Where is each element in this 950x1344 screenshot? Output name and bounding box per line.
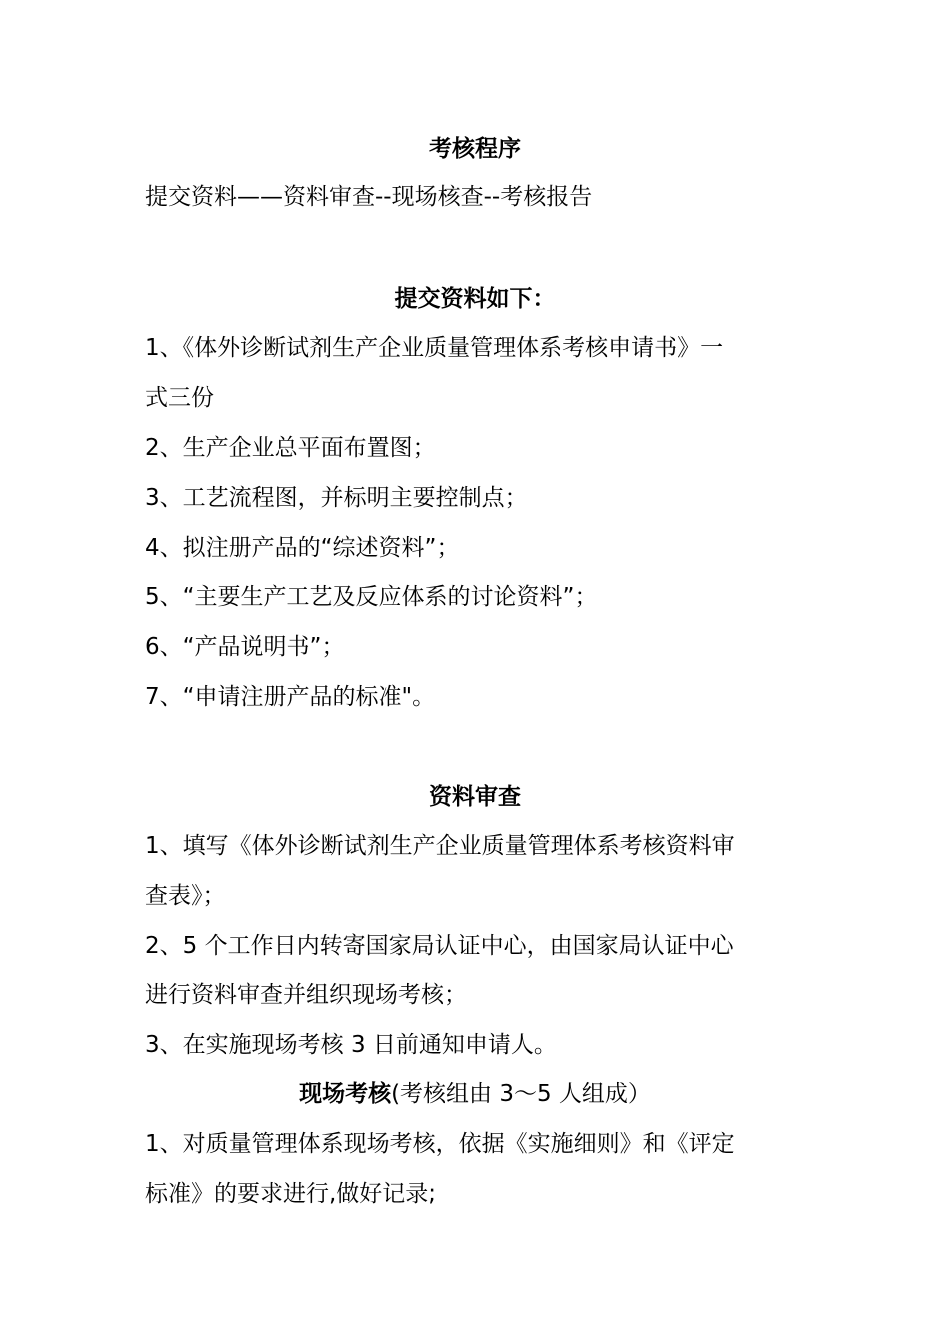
review-title: 资料审查: [429, 784, 521, 810]
onsite-title-main: 现场考核: [299, 1081, 392, 1107]
review-item-1: 1、填写《体外诊断试剂生产企业质量管理体系考核资料审: [145, 833, 735, 859]
onsite-title-note: (考核组由 3～5 人组成）: [391, 1081, 651, 1107]
submit-item-6: 6、“产品说明书”；: [145, 634, 345, 660]
review-item-2-continued: 进行资料审查并组织现场考核；: [145, 982, 467, 1008]
onsite-item-1: 1、对质量管理体系现场考核，依据《实施细则》和《评定: [145, 1131, 735, 1157]
submit-item-5: 5、“主要生产工艺及反应体系的讨论资料”；: [145, 584, 598, 610]
submit-item-1: 1、《体外诊断试剂生产企业质量管理体系考核申请书》一: [145, 335, 724, 361]
submit-item-3: 3、工艺流程图，并标明主要控制点；: [145, 485, 528, 511]
submit-item-4: 4、拟注册产品的“综述资料”；: [145, 535, 460, 561]
procedure-flow: 提交资料——资料审查--现场核查--考核报告: [145, 184, 593, 210]
submit-item-7: 7、“申请注册产品的标准"。: [145, 684, 436, 710]
review-item-3: 3、在实施现场考核 3 日前通知申请人。: [145, 1032, 557, 1058]
review-item-1-continued: 查表》；: [145, 883, 226, 909]
review-item-2: 2、5 个工作日内转寄国家局认证中心，由国家局认证中心: [145, 933, 734, 959]
submit-item-2: 2、生产企业总平面布置图；: [145, 435, 436, 461]
submit-title: 提交资料如下：: [394, 286, 556, 312]
procedure-title: 考核程序: [429, 136, 521, 162]
onsite-title: [0, 1079, 950, 1109]
onsite-item-1-continued: 标准》的要求进行,做好记录;: [145, 1181, 437, 1207]
submit-item-1-continued: 式三份: [145, 385, 214, 411]
